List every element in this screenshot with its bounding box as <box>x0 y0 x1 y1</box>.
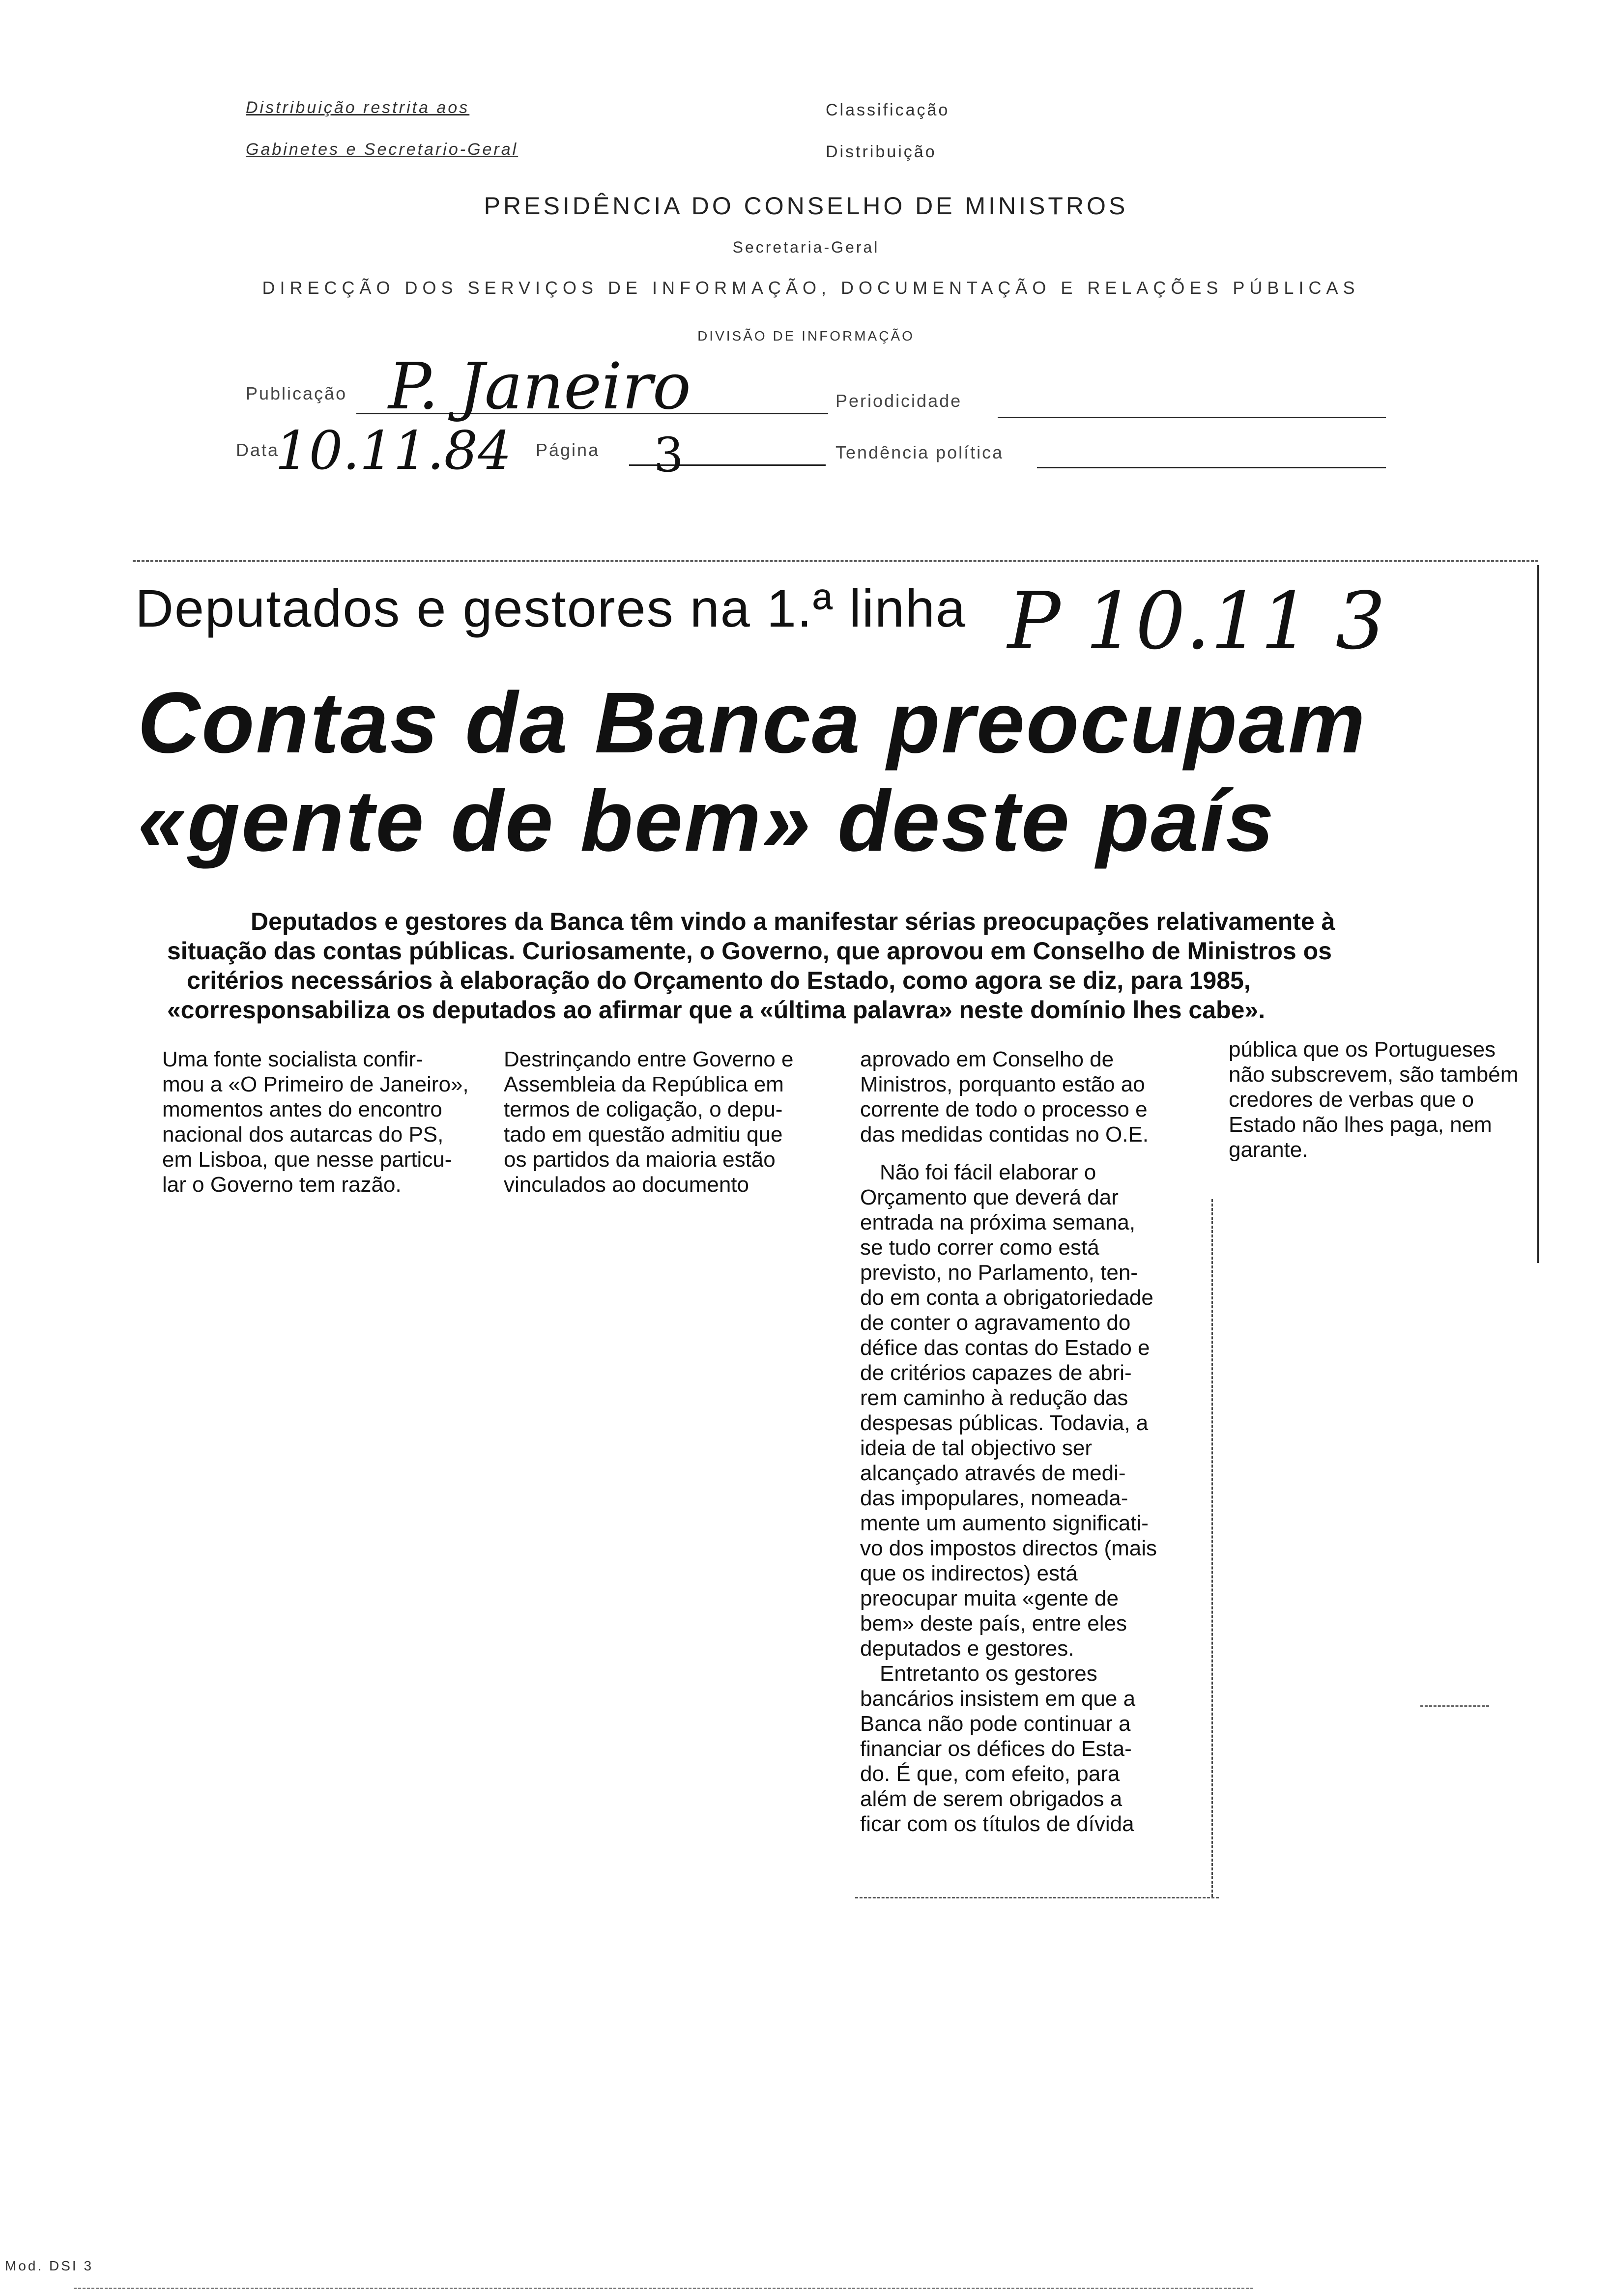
secretariat-subtitle: Secretaria-Geral <box>732 238 880 256</box>
col3-line: previsto, no Parlamento, ten- <box>860 1261 1138 1285</box>
article-lead <box>167 907 1543 1025</box>
periodicity-label: Periodicidade <box>835 391 962 411</box>
col2-line: Destrinçando entre Governo e <box>504 1047 794 1071</box>
date-value: 10.11.84 <box>275 420 512 482</box>
col4-line: Estado não lhes paga, nem <box>1229 1113 1492 1137</box>
clipping-bottom-edge <box>855 1897 1219 1898</box>
periodicity-rule <box>998 417 1386 418</box>
col3-line: das impopulares, nomeada- <box>860 1486 1128 1510</box>
handwritten-annotation: P 10.11 3 <box>1008 575 1386 667</box>
col2-line: vinculados ao documento <box>504 1173 749 1197</box>
col1-line: em Lisboa, que nesse particu- <box>162 1148 452 1172</box>
clipping-top-edge <box>133 560 1538 562</box>
col3-line: das medidas contidas no O.E. <box>860 1122 1149 1147</box>
col3-line: do. É que, com efeito, para <box>860 1762 1120 1786</box>
article-column-2 <box>504 1047 838 1197</box>
date-label: Data <box>236 440 280 460</box>
col3-line: que os indirectos) está <box>860 1561 1078 1585</box>
col3-line: entrada na próxima semana, <box>860 1210 1136 1234</box>
publication-value: P. Janeiro <box>388 349 691 424</box>
article-kicker: Deputados e gestores na 1.ª linha <box>135 578 967 638</box>
lead-line: «corresponsabiliza os deputados ao afirmar que a «última palavra» neste domínio lhes cabe». <box>167 996 1266 1024</box>
col3-line: deputados e gestores. <box>860 1636 1074 1661</box>
presidency-title: PRESIDÊNCIA DO CONSELHO DE MINISTROS <box>484 192 1128 220</box>
directorate-line: DIRECÇÃO DOS SERVIÇOS DE INFORMAÇÃO, DOCUMENTAÇÃO E RELAÇÕES PÚBLICAS <box>262 278 1360 298</box>
tendency-rule <box>1037 467 1386 468</box>
col2-line: Assembleia da República em <box>504 1072 784 1096</box>
col2-line: os partidos da maioria estão <box>504 1148 776 1172</box>
lead-line: critérios necessários à elaboração do Orçamento do Estado, como agora se diz, para 1985, <box>187 967 1251 994</box>
col3-line: de conter o agravamento do <box>860 1311 1131 1335</box>
col3-line: despesas públicas. Todavia, a <box>860 1411 1149 1435</box>
col2-line: tado em questão admitiu que <box>504 1122 783 1147</box>
col3-line: bem» deste país, entre eles <box>860 1611 1127 1636</box>
headline-line-1: Contas da Banca preocupam <box>138 675 1367 771</box>
footer-scan-line <box>74 2288 1253 2289</box>
col1-line: momentos antes do encontro <box>162 1097 442 1121</box>
col3-line: se tudo correr como está <box>860 1235 1099 1260</box>
lead-line: situação das contas públicas. Curiosamente, o Governo, que aprovou em Conselho de Ministros os <box>167 937 1332 965</box>
tendency-label: Tendência política <box>835 442 1004 462</box>
col3-line: ficar com os títulos de dívida <box>860 1812 1134 1836</box>
col4-line: não subscrevem, são também <box>1229 1062 1519 1087</box>
col3-line: ideia de tal objectivo ser <box>860 1436 1093 1460</box>
col3-line: Não foi fácil elaborar o <box>880 1160 1096 1184</box>
col3-line: bancários insistem em que a <box>860 1687 1136 1711</box>
col2-line: termos de coligação, o depu- <box>504 1097 783 1121</box>
col3-line: Orçamento que deverá dar <box>860 1185 1119 1209</box>
col1-line: lar o Governo tem razão. <box>162 1173 402 1197</box>
col4-line: pública que os Portugueses <box>1229 1037 1496 1062</box>
col1-line: mou a «O Primeiro de Janeiro», <box>162 1072 469 1096</box>
col3-line: Banca não pode continuar a <box>860 1712 1131 1736</box>
col3-line: aprovado em Conselho de <box>860 1047 1114 1071</box>
col3-line: Entretanto os gestores <box>880 1662 1097 1686</box>
col1-line: Uma fonte socialista confir- <box>162 1047 423 1071</box>
col3-line: corrente de todo o processo e <box>860 1097 1148 1121</box>
stray-dashes <box>1420 1705 1489 1707</box>
col3-line: de critérios capazes de abri- <box>860 1361 1132 1385</box>
article-column-4 <box>1229 1037 1543 1162</box>
col3-line: financiar os défices do Esta- <box>860 1737 1132 1761</box>
distribution-label: Distribuição <box>826 143 937 161</box>
clipping-column-edge <box>1211 1199 1213 1897</box>
publication-label: Publicação <box>246 383 347 403</box>
col3-line: Ministros, porquanto estão ao <box>860 1072 1145 1096</box>
headline-line-2: «gente de bem» deste país <box>138 773 1275 869</box>
col3-line: vo dos impostos directos (mais <box>860 1536 1157 1560</box>
lead-line: Deputados e gestores da Banca têm vindo a manifestar sérias preocupações relativamente à <box>251 908 1335 935</box>
classification-label: Classificação <box>826 101 950 119</box>
col3-line: além de serem obrigados a <box>860 1787 1123 1811</box>
col3-line: défice das contas do Estado e <box>860 1336 1150 1360</box>
article-column-3 <box>860 1047 1214 1837</box>
col3-line: alcançado através de medi- <box>860 1461 1126 1485</box>
page-label: Página <box>536 440 600 460</box>
page-value: 3 <box>654 428 684 483</box>
distribution-recipients: Gabinetes e Secretario-Geral <box>246 140 518 159</box>
division-line: DIVISÃO DE INFORMAÇÃO <box>697 328 915 344</box>
col1-line: nacional dos autarcas do PS, <box>162 1122 444 1147</box>
col4-line: garante. <box>1229 1138 1308 1162</box>
distribution-restriction: Distribuição restrita aos <box>246 98 470 117</box>
col3-line: preocupar muita «gente de <box>860 1586 1119 1610</box>
col3-line: mente um aumento significati- <box>860 1511 1149 1535</box>
col4-line: credores de verbas que o <box>1229 1088 1474 1112</box>
form-code: Mod. DSI 3 <box>5 2258 94 2273</box>
article-column-1 <box>162 1047 477 1197</box>
col3-line: rem caminho à redução das <box>860 1386 1128 1410</box>
col3-line: do em conta a obrigatoriedade <box>860 1286 1153 1310</box>
